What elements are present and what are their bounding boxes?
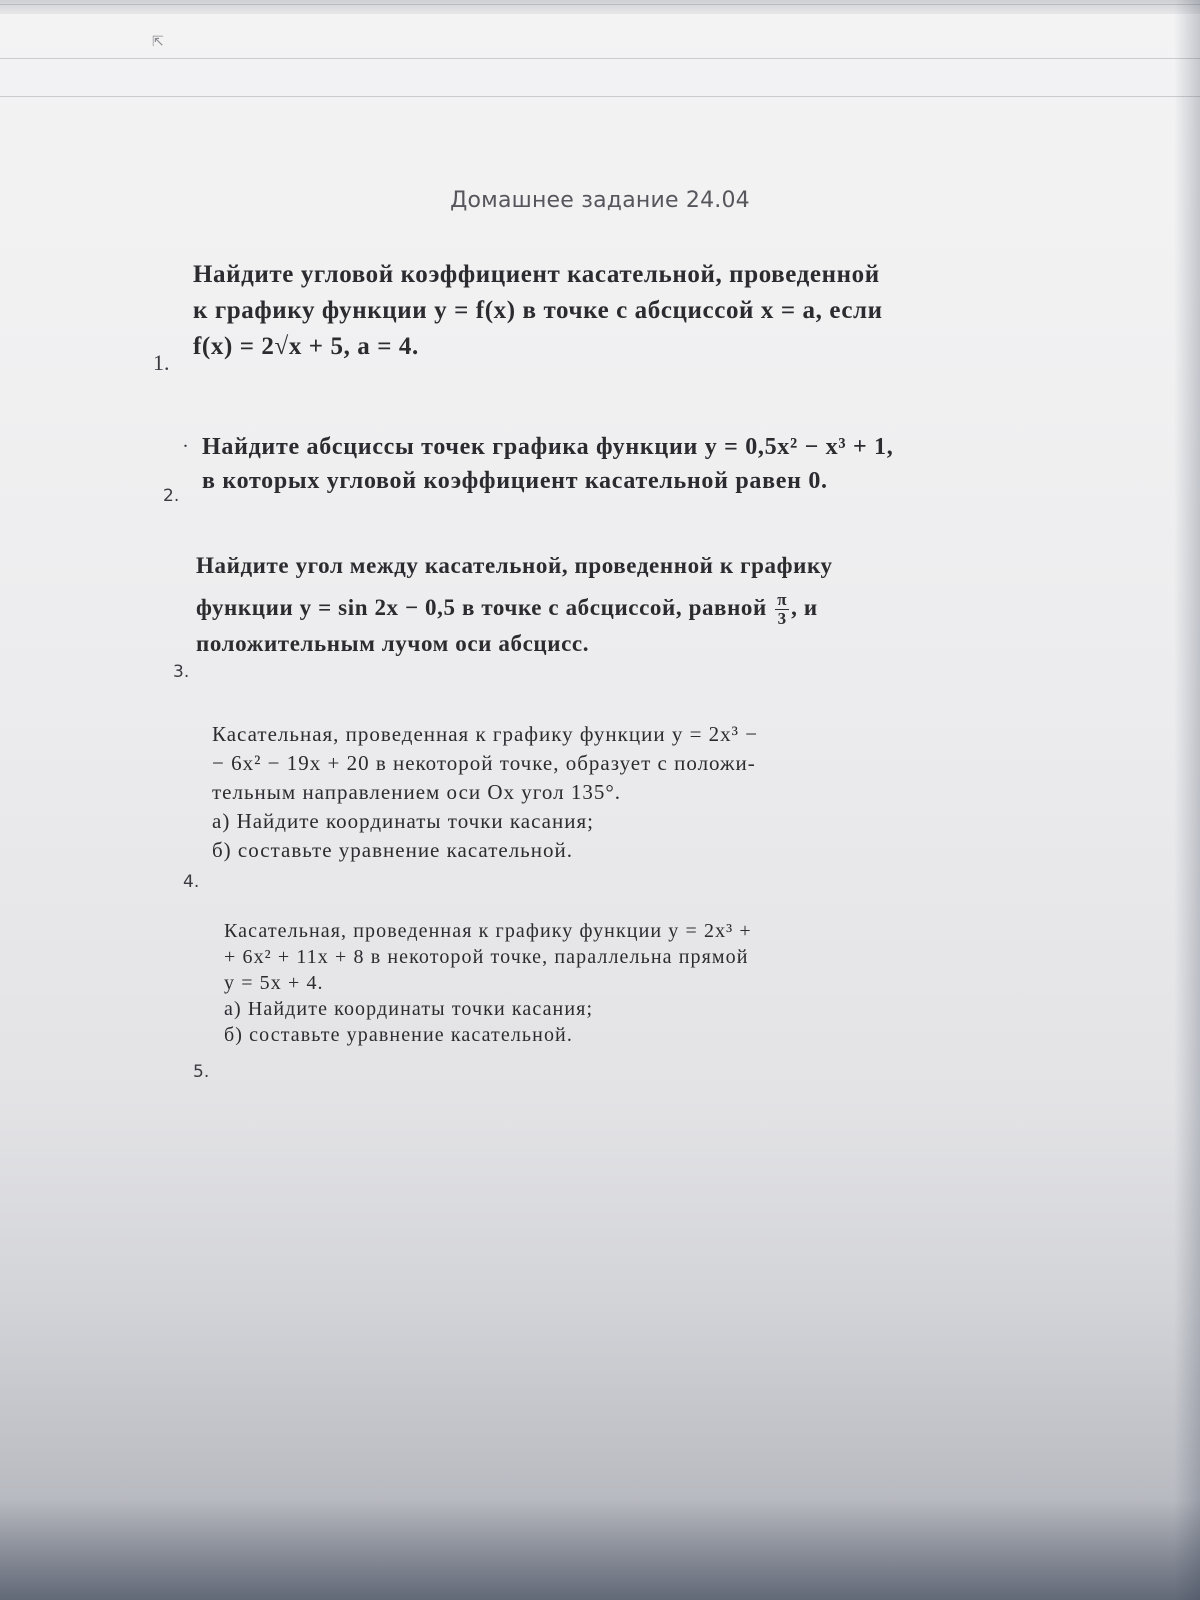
screen-edge-shadow <box>1174 0 1200 1600</box>
task-text-line: Найдите абсциссы точек графика функции y = 0,5x² − x³ + 1, <box>202 434 894 460</box>
task-2 <box>202 430 893 498</box>
fraction-numerator: π <box>777 590 788 610</box>
task-subitem-b: б) составьте уравнение касательной. <box>212 838 573 862</box>
screen-top-edge <box>0 0 1200 14</box>
task-number: 3. <box>173 662 190 682</box>
task-5 <box>224 918 752 1048</box>
task-text-line: в которых угловой коэффициент касательной равен 0. <box>202 468 828 494</box>
task-text-line: f(x) = 2√x + 5, a = 4. <box>193 333 419 360</box>
task-text-line: Касательная, проведенная к графику функции y = 2x³ + <box>224 920 752 942</box>
task-text-line: Найдите угол между касательной, проведенной к графику <box>196 553 833 578</box>
task-number: 1. <box>153 350 170 375</box>
task-number: 5. <box>193 1062 210 1082</box>
task-text-line: + 6x² + 11x + 8 в некоторой точке, параллельна прямой <box>224 946 749 968</box>
task-text: и <box>803 595 818 620</box>
task-number: 4. <box>183 872 200 892</box>
task-text-line: положительным лучом оси абсцисс. <box>196 631 590 656</box>
task-3 <box>196 545 833 665</box>
task-text-line: y = 5x + 4. <box>224 972 324 994</box>
screen-bottom-shadow <box>0 1500 1200 1600</box>
page-title: Домашнее задание 24.04 <box>450 188 750 213</box>
page-rule-line <box>0 58 1200 59</box>
fraction <box>775 591 789 628</box>
task-4 <box>212 720 758 865</box>
task-number: 2. <box>163 486 180 506</box>
fraction-denominator: 3 <box>777 609 787 629</box>
task-text-line: к графику функции y = f(x) в точке с абсциссой x = a, если <box>193 297 883 324</box>
task-subitem-b: б) составьте уравнение касательной. <box>224 1024 573 1046</box>
task-text-line: − 6x² − 19x + 20 в некоторой точке, образует с положи- <box>212 751 756 775</box>
task-text-line-with-fraction: функции y = sin 2x − 0,5 в точке с абсциссой, равной $\frac{\pi}{3}$ , и <box>196 590 818 629</box>
task-1 <box>193 257 883 365</box>
page-rule-line <box>0 96 1200 97</box>
task-text: функции y = sin 2x − 0,5 в точке с абсциссой, равной <box>196 595 767 620</box>
corner-mark-icon: ⇱ <box>152 34 164 50</box>
stray-dot: . <box>183 430 188 452</box>
task-subitem-a: а) Найдите координаты точки касания; <box>212 809 594 833</box>
task-subitem-a: а) Найдите координаты точки касания; <box>224 998 594 1020</box>
task-text-line: тельным направлением оси Ox угол 135°. <box>212 780 621 804</box>
task-text-line: Касательная, проведенная к графику функции y = 2x³ − <box>212 722 759 746</box>
task-text-line: Найдите угловой коэффициент касательной, проведенной <box>193 261 880 288</box>
